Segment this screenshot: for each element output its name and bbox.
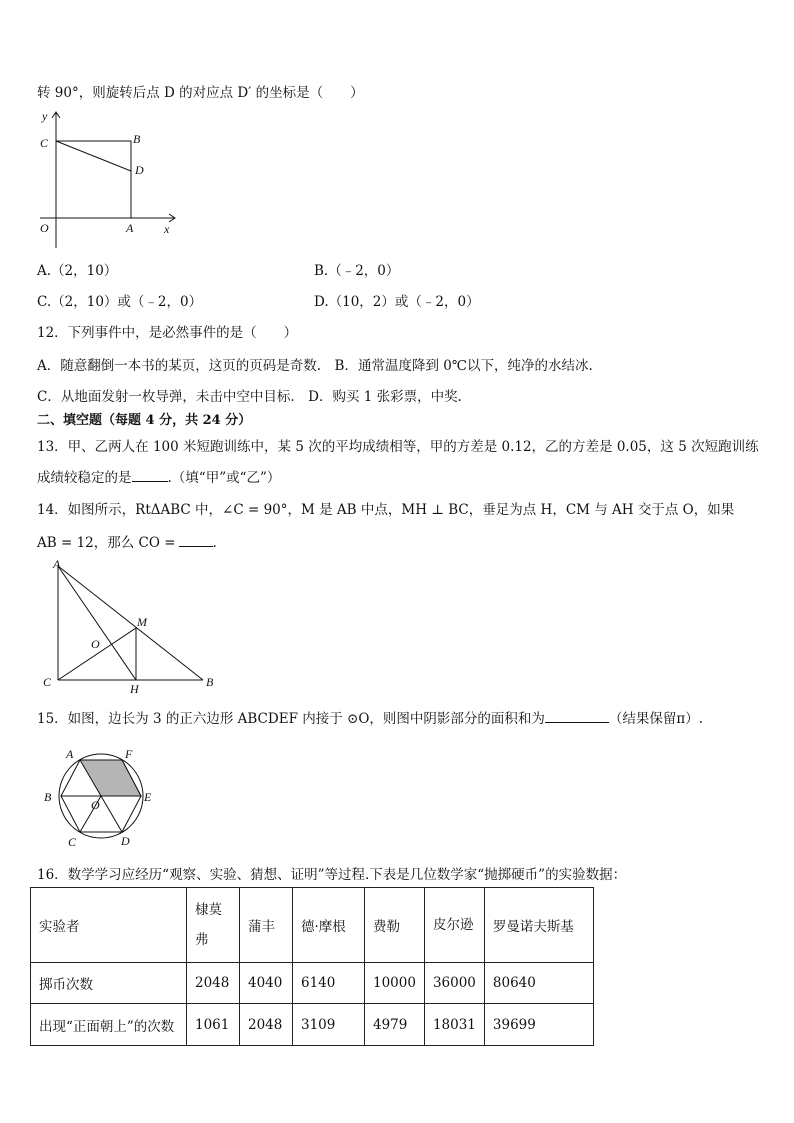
table-cell: 1061 (187, 1004, 240, 1046)
segment-cm (58, 628, 136, 680)
label-c: C (40, 136, 49, 150)
q15-line1 (37, 707, 703, 727)
q12-options-line2: C．从地面发射一枚导弹，未击中空中目标. D．购买 1 张彩票，中奖. (37, 389, 462, 405)
q13-line2-suffix: .（填“甲”或“乙”） (167, 470, 281, 486)
q12-stem: 12．下列事件中，是必然事件的是（ ） (37, 325, 298, 341)
q13-line2 (37, 466, 280, 486)
q15-stem: 15．如图，边长为 3 的正六边形 ABCDEF 内接于 ⊙O，则图中阴影部分的面积和为 (37, 711, 545, 727)
table-cell: 39699 (484, 1004, 593, 1046)
q14-answer-blank (179, 534, 213, 547)
table-header-cell: 费勒 (365, 888, 425, 963)
segment-ah (58, 566, 136, 680)
side-ab (58, 566, 203, 680)
rectangle-abc (56, 141, 131, 218)
table-header-cell: 德·摩根 (293, 888, 365, 963)
q15-hexagon-figure (40, 742, 165, 850)
table-cell: 3109 (293, 1004, 365, 1046)
label-c: C (43, 675, 52, 689)
table-cell: 4040 (240, 963, 293, 1004)
q14-triangle-figure (38, 556, 228, 698)
q11-stem-tail: 转 90°，则旋转后点 D 的对应点 D′ 的坐标是（ ） (37, 85, 364, 101)
q13-line2-prefix: 成绩较稳定的是 (37, 470, 132, 486)
table-cell: 18031 (424, 1004, 484, 1046)
table-cell: 出现“正面朝上”的次数 (31, 1004, 187, 1046)
q11-option-c: C.（2，10）或（﹣2，0） (37, 294, 203, 310)
table-header-cell: 皮尔逊 (424, 888, 484, 963)
coin-toss-table (30, 887, 594, 1046)
q14-line2 (37, 531, 217, 551)
table-cell: 6140 (293, 963, 365, 1004)
table-cell: 80640 (484, 963, 593, 1004)
label-d: D (135, 163, 144, 177)
q12-options-line1: A．随意翻倒一本书的某页，这页的页码是奇数. B．通常温度降到 0℃以下，纯净的水结冰. (37, 358, 593, 374)
label-b: B (206, 675, 214, 689)
segment-cd (56, 141, 131, 171)
label-x: x (164, 222, 170, 236)
q13-line1: 13．甲、乙两人在 100 米短跑训练中，某 5 次的平均成绩相等，甲的方差是 0.12，乙的方差是 0.05，这 5 次短跑训练 (37, 439, 759, 455)
label-a: A (66, 747, 74, 761)
label-a: A (53, 557, 61, 571)
table-header-cell: 棣莫弗 (187, 888, 240, 963)
label-a: A (126, 221, 134, 235)
q16-stem: 16．数学学习应经历“观察、实验、猜想、证明”等过程.下表是几位数学家“抛掷硬币”的实验数据： (37, 867, 627, 883)
label-y: y (42, 109, 48, 123)
label-d: D (121, 834, 130, 848)
q11-option-a: A.（2，10） (37, 263, 118, 279)
table-header-cell: 罗曼诺夫斯基 (484, 888, 593, 963)
label-o: O (91, 637, 100, 651)
table-header-row (31, 888, 594, 963)
table-row (31, 1004, 594, 1046)
table-cell: 掷币次数 (31, 963, 187, 1004)
q13-answer-blank (132, 469, 168, 482)
label-o: O (91, 798, 100, 812)
table-cell: 4979 (365, 1004, 425, 1046)
label-b: B (133, 132, 141, 146)
table-cell: 36000 (424, 963, 484, 1004)
label-h: H (130, 682, 139, 696)
label-o: O (40, 221, 49, 235)
table-cell: 2048 (240, 1004, 293, 1046)
table-row (31, 963, 594, 1004)
table-header-cell: 蒲丰 (240, 888, 293, 963)
q11-option-d: D.（10，2）或（﹣2，0） (314, 294, 480, 310)
q15-answer-blank (545, 710, 609, 723)
label-e: E (144, 790, 152, 804)
table-header-cell: 实验者 (31, 888, 187, 963)
label-b: B (44, 790, 52, 804)
q14-line1: 14．如图所示，RtΔABC 中，∠C = 90°，M 是 AB 中点，MH ⊥ BC，垂足为点 H，CM 与 AH 交于点 O，如果 (37, 502, 735, 518)
table-cell: 2048 (187, 963, 240, 1004)
q14-line2-suffix: . (212, 535, 217, 551)
q11-coordinate-figure (30, 108, 190, 253)
shaded-parallelogram (80, 760, 141, 796)
q15-suffix: （结果保留π）. (608, 711, 704, 727)
label-c: C (68, 835, 77, 849)
label-m: M (137, 615, 147, 629)
q11-option-b: B.（﹣2，0） (314, 263, 400, 279)
label-f: F (125, 747, 133, 761)
segment-do (101, 796, 122, 832)
table-cell: 10000 (365, 963, 425, 1004)
q14-line2-prefix: AB = 12，那么 CO = (37, 535, 176, 551)
section-fill-in-blank-title: 二、填空题（每题 4 分，共 24 分） (37, 413, 252, 428)
